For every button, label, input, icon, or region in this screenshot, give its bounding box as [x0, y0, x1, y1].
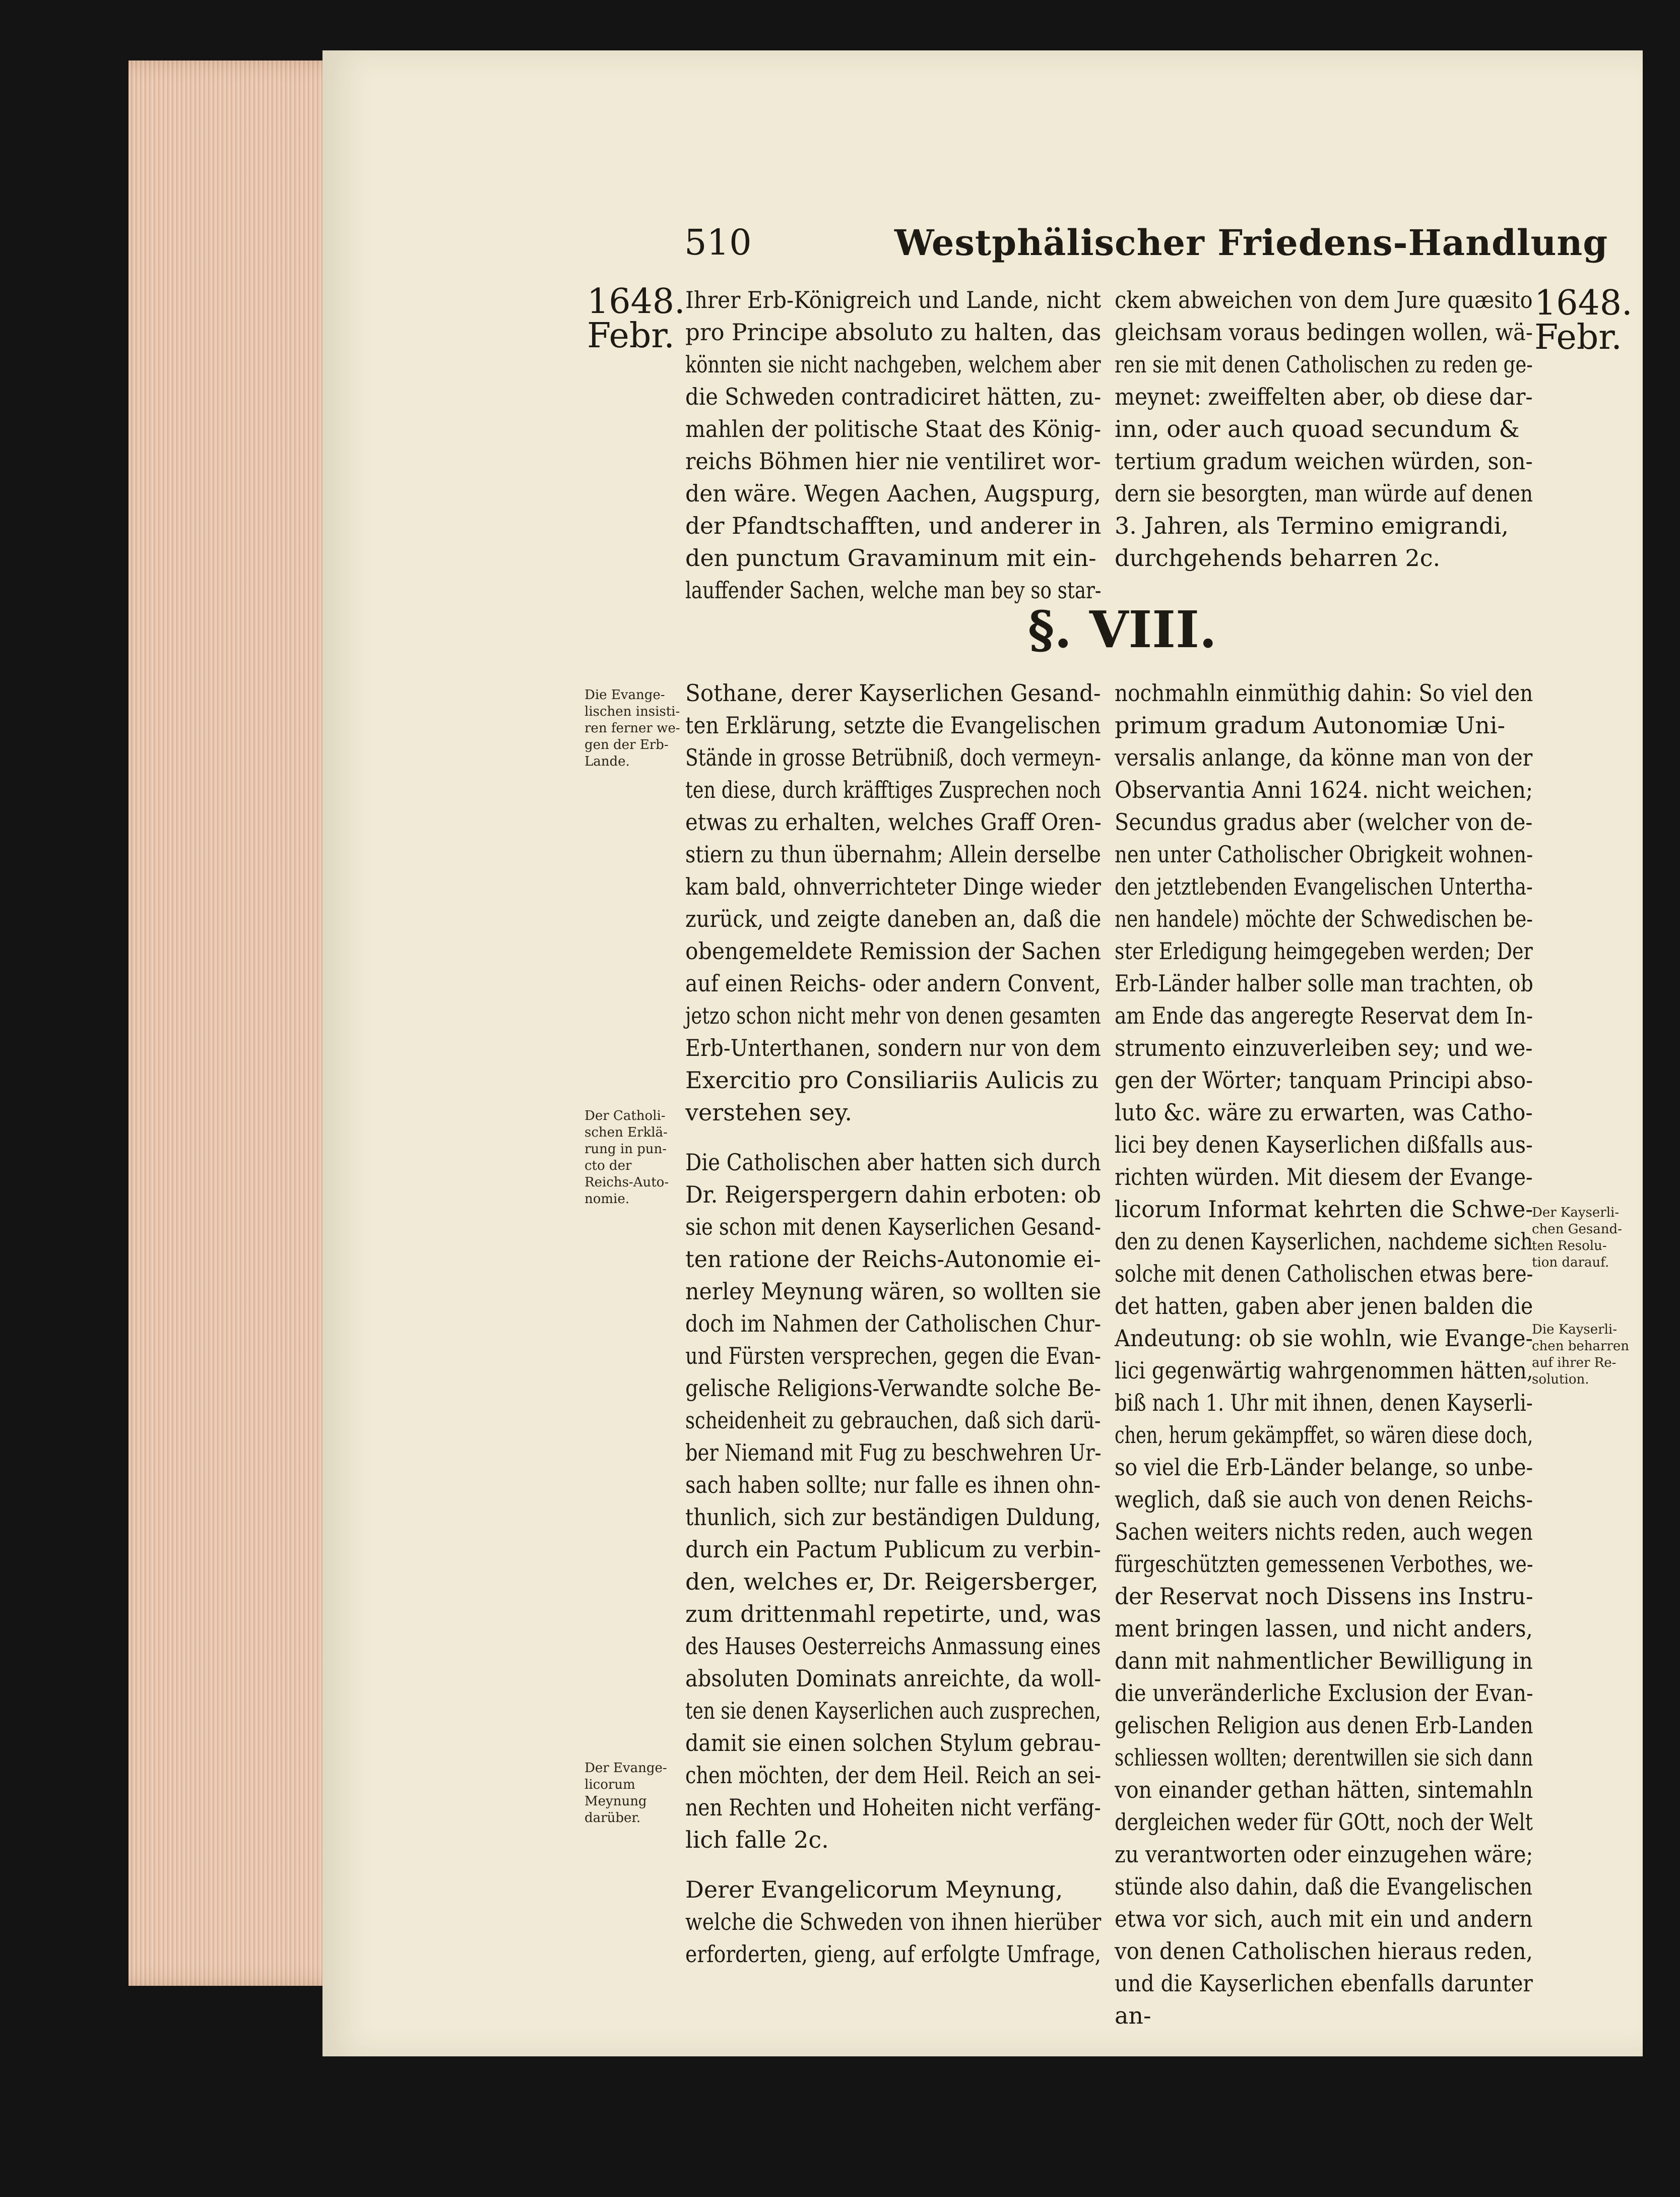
text-line: damit sie einen solchen Stylum gebrau- — [685, 1729, 1101, 1757]
text-line: ren sie mit denen Catholischen zu reden ge- — [1115, 351, 1533, 378]
text-line: nochmahln einmüthig dahin: So viel den — [1115, 679, 1533, 707]
text-line: ten Erklärung, setzte die Evangelischen — [685, 712, 1101, 739]
margin-note-line: darüber. — [585, 1810, 641, 1826]
text-line: weglich, daß sie auch von denen Reichs- — [1115, 1486, 1533, 1513]
text-line: welche die Schweden von ihnen hierüber — [685, 1908, 1102, 1936]
text-line: der Reservat noch Dissens ins Instru- — [1115, 1583, 1533, 1610]
margin-note-line: chen Gesand- — [1532, 1222, 1622, 1237]
text-line: lich falle 2c. — [685, 1826, 829, 1854]
date-year: 1648. — [587, 282, 685, 322]
text-line: zu verantworten oder einzugehen wäre; — [1115, 1841, 1533, 1868]
text-line: verstehen sey. — [685, 1099, 852, 1126]
margin-note-line: Meynung — [585, 1794, 647, 1809]
margin-note-line: ten Resolu- — [1532, 1238, 1607, 1253]
text-line: nerley Meynung wären, so wollten sie — [685, 1278, 1102, 1305]
text-line: chen möchten, der dem Heil. Reich an sei- — [685, 1762, 1102, 1789]
date-year: 1648. — [1534, 283, 1633, 323]
text-line: 3. Jahren, als Termino emigrandi, — [1115, 512, 1509, 539]
text-line: den wäre. Wegen Aachen, Augspurg, — [685, 480, 1101, 507]
text-line: licorum Informat kehrten die Schwe- — [1115, 1196, 1533, 1223]
text-line: Secundus gradus aber (welcher von de- — [1115, 808, 1533, 836]
text-line: erforderten, gieng, auf erfolgte Umfrage, — [685, 1940, 1102, 1968]
text-line: auf einen Reichs- oder andern Convent, — [685, 970, 1101, 997]
text-line: gen der Wörter; tanquam Principi abso- — [1115, 1066, 1533, 1094]
text-line: ten diese, durch kräfftiges Zusprechen noch — [685, 776, 1102, 803]
text-line: an- — [1115, 2002, 1151, 2029]
section-heading: §. VIII. — [1028, 600, 1217, 659]
text-line: lauffender Sachen, welche man bey so star- — [685, 577, 1102, 604]
text-line: Erb-Unterthanen, sondern nur von dem — [685, 1034, 1101, 1061]
margin-note-line: licorum — [585, 1777, 635, 1792]
margin-note-line: tion darauf. — [1532, 1255, 1609, 1270]
text-line: den, welches er, Dr. Reigersberger, — [685, 1568, 1099, 1596]
margin-note-line: Der Evange- — [585, 1761, 667, 1776]
text-line: ten ratione der Reichs-Autonomie ei- — [685, 1245, 1101, 1273]
text-line: der Pfandtschafften, und anderer in — [685, 512, 1102, 539]
text-line: zurück, und zeigte daneben an, daß die — [685, 905, 1102, 932]
margin-note-line: Die Evange- — [585, 687, 665, 703]
running-head: Westphälischer Friedens-Handlung — [894, 222, 1608, 264]
margin-note-line: auf ihrer Re- — [1532, 1355, 1617, 1370]
text-line: thunlich, sich zur beständigen Duldung, — [685, 1503, 1101, 1531]
text-line: ster Erledigung heimgegeben werden; Der — [1115, 937, 1533, 965]
text-line: Sachen weiters nichts reden, auch wegen — [1115, 1518, 1533, 1545]
margin-note — [585, 1760, 667, 1827]
margin-note-line: solution. — [1532, 1372, 1589, 1387]
date-marginal-right — [1534, 283, 1633, 357]
text-line: fürgeschützten gemessenen Verbothes, we- — [1115, 1550, 1533, 1578]
text-line: richten würden. Mit diesem der Evange- — [1115, 1163, 1533, 1190]
text-line: Sothane, derer Kayserlichen Gesand- — [685, 679, 1101, 707]
text-line: so viel die Erb-Länder belange, so unbe- — [1115, 1454, 1533, 1481]
text-line: Observantia Anni 1624. nicht weichen; — [1115, 776, 1533, 803]
margin-note-line: lischen insisti- — [585, 704, 680, 719]
margin-note-line: Reichs-Auto- — [585, 1175, 669, 1190]
text-line: ber Niemand mit Fug zu beschwehren Ur- — [685, 1439, 1102, 1467]
text-line: mahlen der politische Staat des König- — [685, 415, 1102, 443]
date-month: Febr. — [1534, 318, 1622, 357]
text-line: nen handele) möchte der Schwedischen be- — [1115, 905, 1533, 932]
margin-note-line: chen beharren — [1532, 1339, 1629, 1354]
margin-note-line: Der Catholi- — [585, 1108, 666, 1123]
text-line: Ihrer Erb-Königreich und Lande, nicht — [685, 286, 1102, 313]
margin-note — [1532, 1322, 1629, 1388]
text-line: gleichsam voraus bedingen wollen, wä- — [1115, 319, 1533, 346]
text-line: chen, herum gekämpffet, so wären diese doch, — [1115, 1421, 1533, 1449]
text-line: etwa vor sich, auch mit ein und andern — [1115, 1905, 1533, 1932]
text-line: etwas zu erhalten, welches Graff Oren- — [685, 808, 1102, 836]
text-line: stünde also dahin, daß die Evangelischen — [1115, 1873, 1533, 1900]
text-line: tertium gradum weichen würden, son- — [1115, 448, 1533, 475]
text-line: nen unter Catholischer Obrigkeit wohnen- — [1115, 841, 1533, 868]
text-line: dergleichen weder für GOtt, noch der Welt — [1115, 1808, 1533, 1836]
text-line: pro Principe absoluto zu halten, das — [685, 319, 1102, 346]
text-line: inn, oder auch quoad secundum & — [1115, 415, 1520, 443]
margin-note-line: cto der — [585, 1158, 632, 1173]
margin-note-line: Lande. — [585, 754, 630, 769]
text-line: den punctum Gravaminum mit ein- — [685, 544, 1096, 572]
margin-note-line: gen der Erb- — [585, 737, 669, 752]
text-line: reichs Böhmen hier nie ventiliret wor- — [685, 448, 1101, 475]
text-line: könnten sie nicht nachgeben, welchem aber — [685, 351, 1101, 378]
text-line: schliessen wollten; derentwillen sie sich dann — [1115, 1744, 1533, 1771]
text-line: gelischen Religion aus denen Erb-Landen — [1115, 1712, 1533, 1739]
text-line: die Schweden contradiciret hätten, zu- — [685, 383, 1102, 410]
text-line: ment bringen lassen, und nicht anders, — [1115, 1615, 1533, 1642]
text-line: und die Kayserlichen ebenfalls darunter — [1115, 1970, 1533, 1997]
page-number: 510 — [684, 222, 752, 263]
text-line: nen Rechten und Hoheiten nicht verfäng- — [685, 1794, 1101, 1822]
text-line: sach haben sollte; nur falle es ihnen ohn- — [685, 1471, 1101, 1499]
text-line: und Fürsten versprechen, gegen die Evan- — [685, 1342, 1101, 1370]
text-line: zum drittenmahl repetirte, und, was — [685, 1600, 1102, 1628]
margin-note — [585, 687, 680, 770]
text-line: von einander gethan hätten, sintemahln — [1115, 1776, 1533, 1803]
text-line: kam bald, ohnverrichteter Dinge wieder — [685, 873, 1101, 900]
text-line: scheidenheit zu gebrauchen, daß sich darü- — [685, 1407, 1101, 1434]
text-line: lici bey denen Kayserlichen dißfalls aus- — [1115, 1131, 1533, 1158]
text-line: Stände in grosse Betrübniß, doch vermeyn- — [685, 744, 1101, 771]
text-line: von denen Catholischen hieraus reden, — [1115, 1937, 1533, 1965]
text-line: Dr. Reigerspergern dahin erboten: ob — [685, 1181, 1102, 1209]
text-line: ckem abweichen von dem Jure quæsito — [1115, 286, 1533, 313]
text-line: am Ende das angeregte Reservat dem In- — [1115, 1002, 1533, 1029]
text-line: Erb-Länder halber solle man trachten, ob — [1115, 970, 1533, 997]
text-line: gelische Religions-Verwandte solche Be- — [685, 1374, 1102, 1402]
text-line: biß nach 1. Uhr mit ihnen, denen Kayserli- — [1115, 1389, 1533, 1416]
text-line: doch im Nahmen der Catholischen Chur- — [685, 1310, 1102, 1338]
text-line: die unveränderliche Exclusion der Evan- — [1115, 1679, 1533, 1707]
text-line: lici gegenwärtig wahrgenommen hätten, — [1115, 1357, 1533, 1384]
margin-note-line: rung in pun- — [585, 1142, 667, 1157]
text-line: ten sie denen Kayserlichen auch zusprechen, — [685, 1697, 1101, 1725]
margin-note-line: ren ferner we- — [585, 721, 680, 736]
margin-note — [1532, 1205, 1622, 1271]
text-line: det hatten, gaben aber jenen balden die — [1115, 1292, 1533, 1320]
text-line: den zu denen Kayserlichen, nachdeme sich — [1115, 1228, 1533, 1255]
text-line: sie schon mit denen Kayserlichen Gesand- — [685, 1213, 1101, 1241]
margin-note-line: Der Kayserli- — [1532, 1205, 1620, 1220]
text-line: primum gradum Autonomiæ Uni- — [1115, 712, 1505, 739]
text-line: Exercitio pro Consiliariis Aulicis zu — [685, 1066, 1099, 1094]
margin-note — [585, 1108, 669, 1208]
text-line: luto &c. wäre zu erwarten, was Catho- — [1115, 1099, 1533, 1126]
margin-note-line: schen Erklä- — [585, 1125, 668, 1140]
text-line: Andeutung: ob sie wohln, wie Evange- — [1115, 1325, 1533, 1352]
text-line: Derer Evangelicorum Meynung, — [685, 1876, 1063, 1904]
text-line: des Hauses Oesterreichs Anmassung eines — [685, 1633, 1101, 1660]
text-line: obengemeldete Remission der Sachen — [685, 937, 1101, 965]
text-line: dern sie besorgten, man würde auf denen — [1115, 480, 1533, 507]
text-line: den jetztlebenden Evangelischen Untertha- — [1115, 873, 1533, 900]
text-line: jetzo schon nicht mehr von denen gesamten — [685, 1002, 1101, 1029]
text-line: Die Catholischen aber hatten sich durch — [685, 1149, 1101, 1176]
text-line: absoluten Dominats anreichte, da woll- — [685, 1665, 1102, 1692]
text-line: stiern zu thun übernahm; Allein derselbe — [685, 841, 1101, 868]
text-line: solche mit denen Catholischen etwas bere- — [1115, 1260, 1533, 1287]
text-line: durch ein Pactum Publicum zu verbin- — [685, 1536, 1101, 1563]
margin-note-line: Die Kayserli- — [1532, 1322, 1617, 1337]
text-line: versalis anlange, da könne man von der — [1115, 744, 1533, 771]
text-line: strumento einzuverleiben sey; und we- — [1115, 1034, 1533, 1061]
text-line: durchgehends beharren 2c. — [1115, 544, 1441, 572]
text-line: meynet: zweiffelten aber, ob diese dar- — [1115, 383, 1533, 410]
margin-note-line: nomie. — [585, 1191, 630, 1207]
date-month: Febr. — [587, 316, 675, 356]
date-marginal-left — [587, 282, 685, 356]
text-line: dann mit nahmentlicher Bewilligung in — [1115, 1647, 1533, 1674]
